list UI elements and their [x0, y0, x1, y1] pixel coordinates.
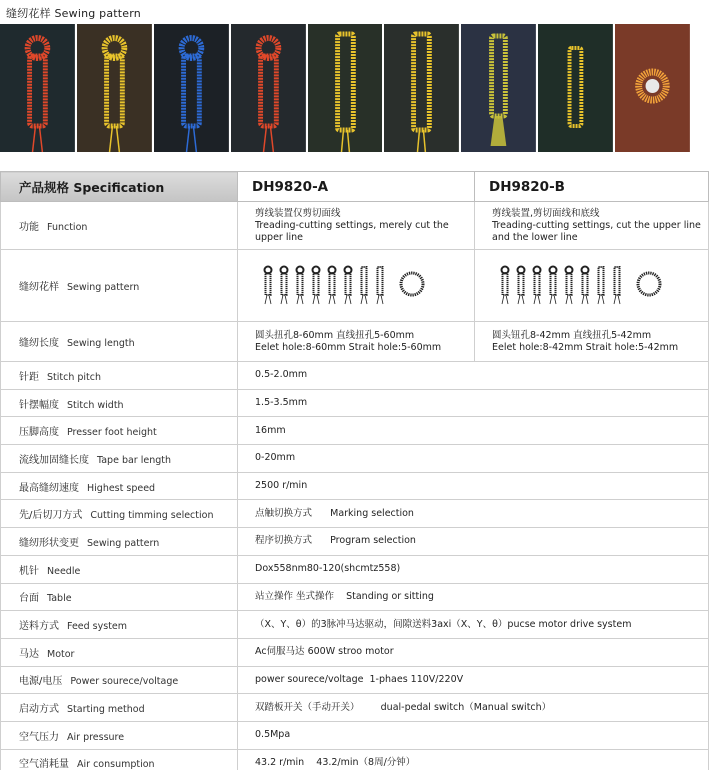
label-en: Cutting timming selection [90, 510, 214, 522]
length-b-en: Eelet hole:8-42mm Strait hole:5-42mm [492, 341, 679, 353]
function-b-en: Treading-cutting settings, cut the upper line and the lower line [492, 219, 701, 243]
table-header-row [1, 172, 709, 202]
model-a-header: DH9820-A [238, 172, 475, 202]
sewing-sample-photo [0, 24, 75, 152]
spec-header-label: 产品规格 Specification [1, 172, 238, 202]
row-label [1, 583, 238, 611]
row-label [1, 322, 238, 362]
length-a-en: Eelet hole:8-60mm Strait hole:5-60mm [255, 341, 442, 353]
label-cn: 空气压力 [19, 731, 59, 743]
row-label [1, 749, 238, 770]
row-label [1, 721, 238, 749]
label-en: Presser foot height [67, 427, 157, 439]
label-cn: 台面 [19, 593, 39, 605]
row-value: 站立操作 坐式操作 Standing or sitting [238, 583, 709, 611]
row-value: 双踏板开关（手动开关） dual-pedal switch（Manual switch） [238, 694, 709, 722]
row-label [1, 555, 238, 583]
label-cn: 针摆幅度 [19, 399, 59, 411]
spec-row [1, 417, 709, 445]
length-b-cn: 圆头钮孔8-42mm 直线扭孔5-42mm [492, 329, 652, 341]
row-label [1, 638, 238, 666]
sewing-sample-photo [615, 24, 690, 152]
pattern-b-diagram [497, 264, 677, 308]
row-value: 点触切换方式 Marking selection [238, 500, 709, 528]
label-cn: 功能 [19, 222, 39, 233]
label-en: Air pressure [67, 731, 125, 743]
buttonhole-pattern-icon [313, 266, 320, 304]
row-value: Ac伺服马达 600W stroo motor [238, 638, 709, 666]
label-en: Highest speed [87, 482, 156, 494]
row-label [1, 611, 238, 639]
function-b-cell [475, 202, 709, 250]
pattern-row [1, 250, 709, 322]
row-value: 0-20mm [238, 445, 709, 473]
label-en: Power sourece/voltage [70, 676, 179, 688]
specification-table [0, 171, 709, 770]
buttonhole-pattern-icon [329, 266, 336, 304]
row-label [1, 694, 238, 722]
row-value: 程序切换方式 Program selection [238, 528, 709, 556]
label-cn: 针距 [19, 371, 39, 383]
spec-row [1, 694, 709, 722]
sewing-sample-photo [538, 24, 613, 152]
row-label [1, 417, 238, 445]
model-b-header: DH9820-B [475, 172, 709, 202]
row-value: 1.5-3.5mm [238, 389, 709, 417]
sewing-sample-photo [77, 24, 152, 152]
label-cn: 启动方式 [19, 704, 59, 716]
spec-row [1, 362, 709, 390]
sewing-sample-photo [384, 24, 459, 152]
label-en: Motor [47, 648, 75, 660]
spec-row [1, 638, 709, 666]
row-value: 16mm [238, 417, 709, 445]
label-cn: 缝纫花样 [19, 282, 59, 293]
sewing-sample-photo [461, 24, 536, 152]
spec-row [1, 500, 709, 528]
label-en: Stitch width [67, 399, 124, 411]
section-title: 缝纫花样 Sewing pattern [6, 7, 141, 20]
sewing-pattern-photo-strip [0, 24, 690, 152]
buttonhole-pattern-icon [534, 266, 541, 304]
label-cn: 压脚高度 [19, 427, 59, 439]
label-en: Stitch pitch [47, 371, 102, 383]
pattern-a-cell [238, 250, 475, 322]
buttonhole-pattern-icon [582, 266, 589, 304]
row-label [1, 389, 238, 417]
label-cn: 最高缝纫速度 [19, 482, 79, 494]
label-en: Starting method [67, 704, 145, 716]
function-a-cn: 剪线装置仅剪切面线 [255, 207, 341, 219]
buttonhole-pattern-icon [265, 266, 272, 304]
function-b-cn: 剪线装置,剪切面线和底线 [492, 207, 600, 219]
spec-row [1, 666, 709, 694]
buttonhole-pattern-icon [598, 267, 604, 304]
row-value: 0.5Mpa [238, 721, 709, 749]
row-label [1, 666, 238, 694]
row-label [1, 500, 238, 528]
label-en: Needle [47, 565, 81, 577]
label-cn: 马达 [19, 648, 39, 660]
row-value: （X、Y、θ）的3脉冲马达驱动，间隙送料3axi（X、Y、θ）pucse motor drive system [238, 611, 709, 639]
buttonhole-pattern-icon [297, 266, 304, 304]
buttonhole-pattern-icon [566, 266, 573, 304]
length-b-cell [475, 322, 709, 362]
spec-row [1, 445, 709, 473]
buttonhole-pattern-icon [614, 267, 620, 304]
row-value: power sourece/voltage 1-phaes 110V/220V [238, 666, 709, 694]
label-cn: 电源/电压 [19, 676, 63, 688]
spec-row [1, 583, 709, 611]
buttonhole-pattern-icon [550, 266, 557, 304]
length-row [1, 322, 709, 362]
sewing-sample-photo [308, 24, 383, 152]
label-cn: 流线加固缝长度 [19, 454, 89, 466]
label-cn: 缝纫形状变更 [19, 537, 79, 549]
label-cn: 先/后切刀方式 [19, 510, 83, 522]
pattern-b-cell [475, 250, 709, 322]
spec-row [1, 721, 709, 749]
label-cn: 空气消耗量 [19, 759, 69, 770]
label-cn: 缝纫长度 [19, 338, 59, 349]
sewing-sample-photo [154, 24, 229, 152]
row-label [1, 250, 238, 322]
label-cn: 机针 [19, 565, 39, 577]
function-a-en: Treading-cutting settings, merely cut the upper line [255, 219, 449, 243]
row-value: Dox558nm80-120(shcmtz558) [238, 555, 709, 583]
spec-row [1, 611, 709, 639]
row-value: 43.2 r/min 43.2/min（8周/分钟） [238, 749, 709, 770]
label-en: Sewing pattern [87, 537, 160, 549]
label-en: Sewing pattern [67, 282, 140, 293]
spec-row [1, 389, 709, 417]
buttonhole-pattern-icon [377, 267, 383, 304]
row-label [1, 472, 238, 500]
length-a-cn: 圆头扭孔8-60mm 直线扭孔5-60mm [255, 329, 415, 341]
row-label [1, 528, 238, 556]
spec-row [1, 528, 709, 556]
buttonhole-pattern-icon [281, 266, 288, 304]
round-eyelet-pattern-icon [638, 273, 660, 295]
buttonhole-pattern-icon [361, 267, 367, 304]
pattern-a-diagram [260, 264, 440, 308]
length-a-cell [238, 322, 475, 362]
label-en: Sewing length [67, 338, 135, 349]
label-en: Feed system [67, 621, 128, 633]
round-eyelet-pattern-icon [401, 273, 423, 295]
spec-row [1, 472, 709, 500]
sewing-sample-photo [231, 24, 306, 152]
spec-row [1, 749, 709, 770]
label-en: Function [47, 222, 88, 233]
row-label [1, 445, 238, 473]
buttonhole-pattern-icon [518, 266, 525, 304]
row-label [1, 202, 238, 250]
row-value: 2500 r/min [238, 472, 709, 500]
row-label [1, 362, 238, 390]
row-value: 0.5-2.0mm [238, 362, 709, 390]
buttonhole-pattern-icon [345, 266, 352, 304]
function-row [1, 202, 709, 250]
spec-row [1, 555, 709, 583]
buttonhole-pattern-icon [502, 266, 509, 304]
label-cn: 送料方式 [19, 621, 59, 633]
label-en: Table [47, 593, 72, 605]
label-en: Tape bar length [97, 454, 172, 466]
label-en: Air consumption [77, 759, 155, 770]
function-a-cell [238, 202, 475, 250]
